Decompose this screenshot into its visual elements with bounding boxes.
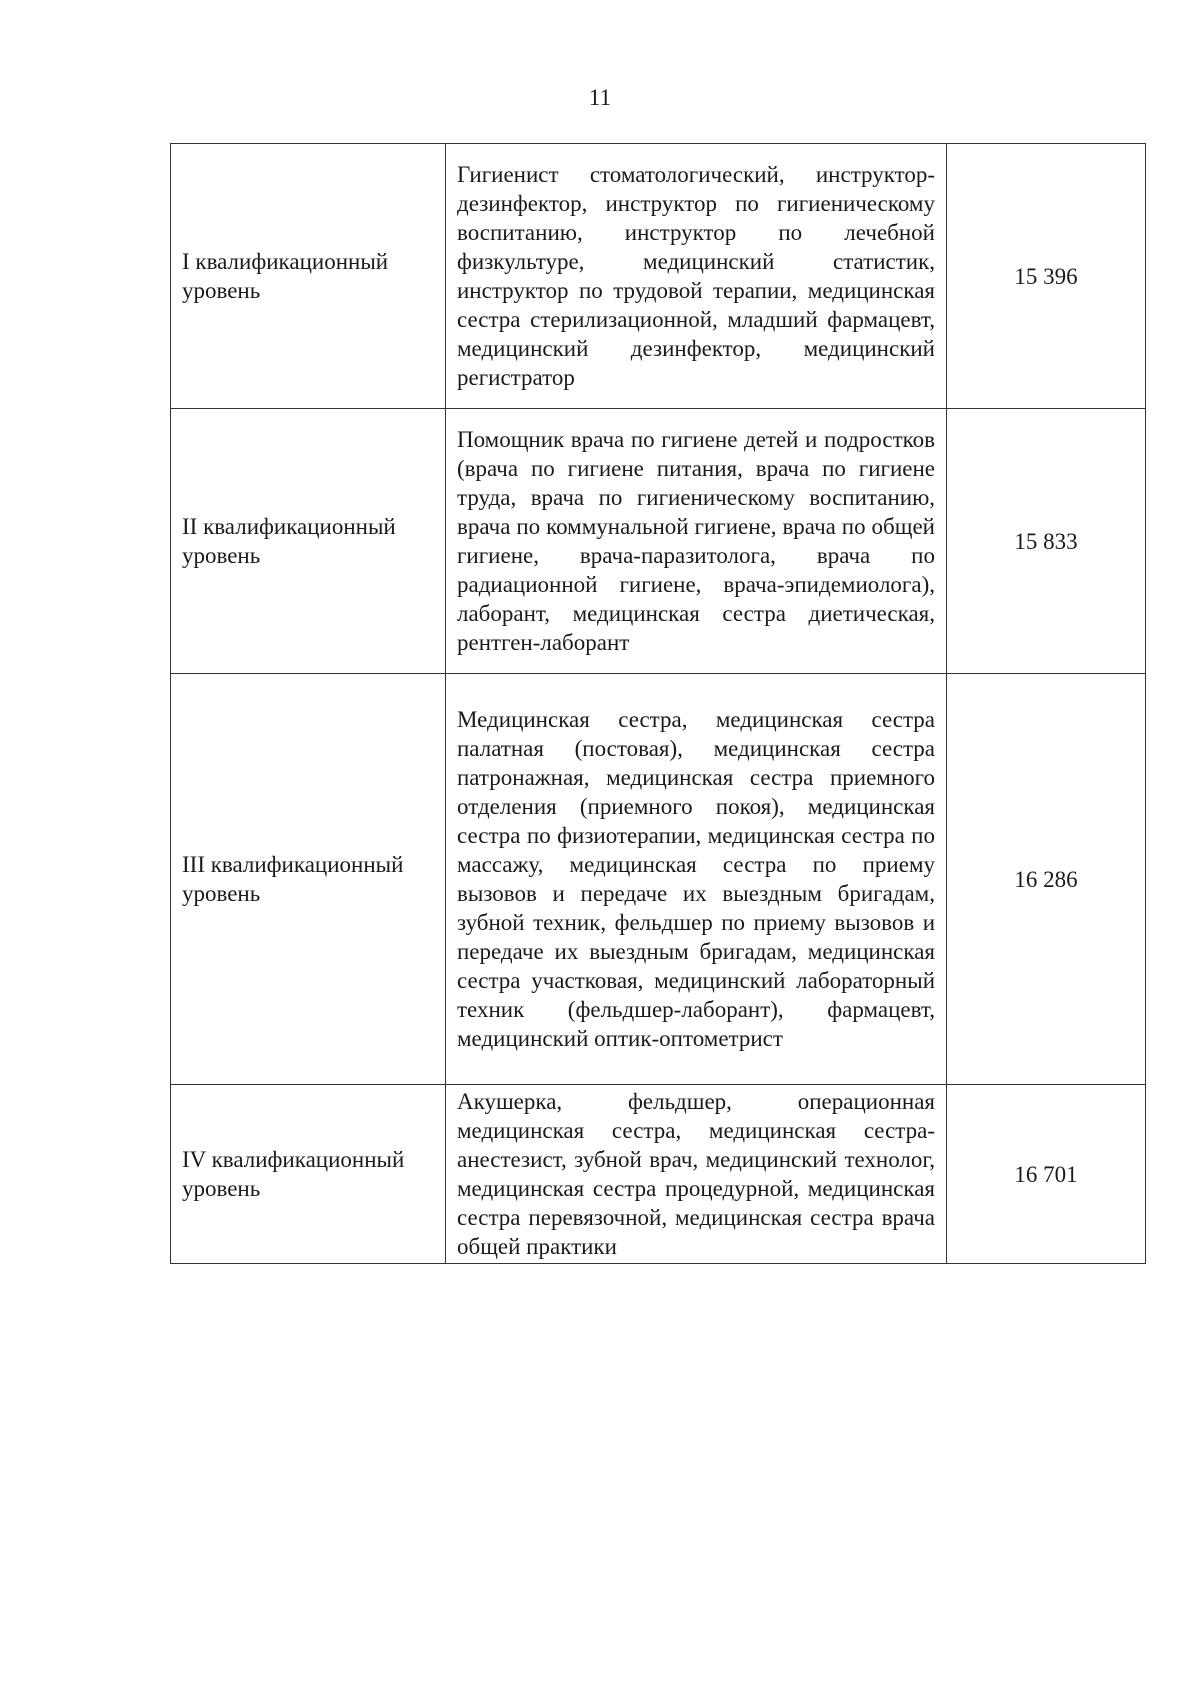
qualification-level-cell [171, 144, 446, 409]
positions-cell: Гигиенист стоматологический, инструктор-дезинфектор, инструктор по гигиеническому воспитанию, инструктор по лечебной физкультуре, медицинский статистик, инструктор по трудовой терапии, медицинская сестра стерилизационной, младший фармацевт, медицинский дезинфектор, медицинский регистратор [446, 144, 947, 409]
positions-cell: Помощник врача по гигиене детей и подростков (врача по гигиене питания, врача по гигиене труда, врача по гигиеническому воспитанию, врача по коммунальной гигиене, врача по общей гигиене, врача-паразитолога, врача по радиационной гигиене, врача-эпидемиолога), лаборант, медицинская сестра диетическая, рентген-лаборант [446, 409, 947, 674]
qualification-salary-table [170, 143, 1146, 1264]
qualification-level-text: IV квалификационный уровень [182, 1147, 405, 1201]
table-row [171, 144, 1146, 409]
salary-cell: 15 396 [947, 144, 1146, 409]
qualification-level-text: III квалификационный уровень [182, 852, 404, 906]
qualification-level-cell [171, 409, 446, 674]
table-row [171, 409, 1146, 674]
qualification-level-text: II квалификационный уровень [182, 514, 396, 568]
table-row [171, 674, 1146, 1085]
table-row [171, 1085, 1146, 1264]
salary-cell: 16 286 [947, 674, 1146, 1085]
qualification-level-text: I квалификационный уровень [182, 249, 389, 303]
positions-cell: Медицинская сестра, медицинская сестра палатная (постовая), медицинская сестра патронажная, медицинская сестра приемного отделения (приемного покоя), медицинская сестра по физиотерапии, медицинская сестра по массажу, медицинская сестра по приему вызовов и передаче их выездным бригадам, зубной техник, фельдшер по приему вызовов и передаче их выездным бригадам, медицинская сестра участковая, медицинский лабораторный техник (фельдшер-лаборант), фармацевт, медицинский оптик-оптометрист [446, 674, 947, 1085]
salary-cell: 15 833 [947, 409, 1146, 674]
page-number: 11 [588, 85, 612, 110]
salary-cell: 16 701 [947, 1085, 1146, 1264]
qualification-level-cell [171, 1085, 446, 1264]
positions-cell: Акушерка, фельдшер, операционная медицинская сестра, медицинская сестра-анестезист, зубной врач, медицинский технолог, медицинская сестра процедурной, медицинская сестра перевязочной, медицинская сестра врача общей практики [446, 1085, 947, 1264]
qualification-level-cell [171, 674, 446, 1085]
